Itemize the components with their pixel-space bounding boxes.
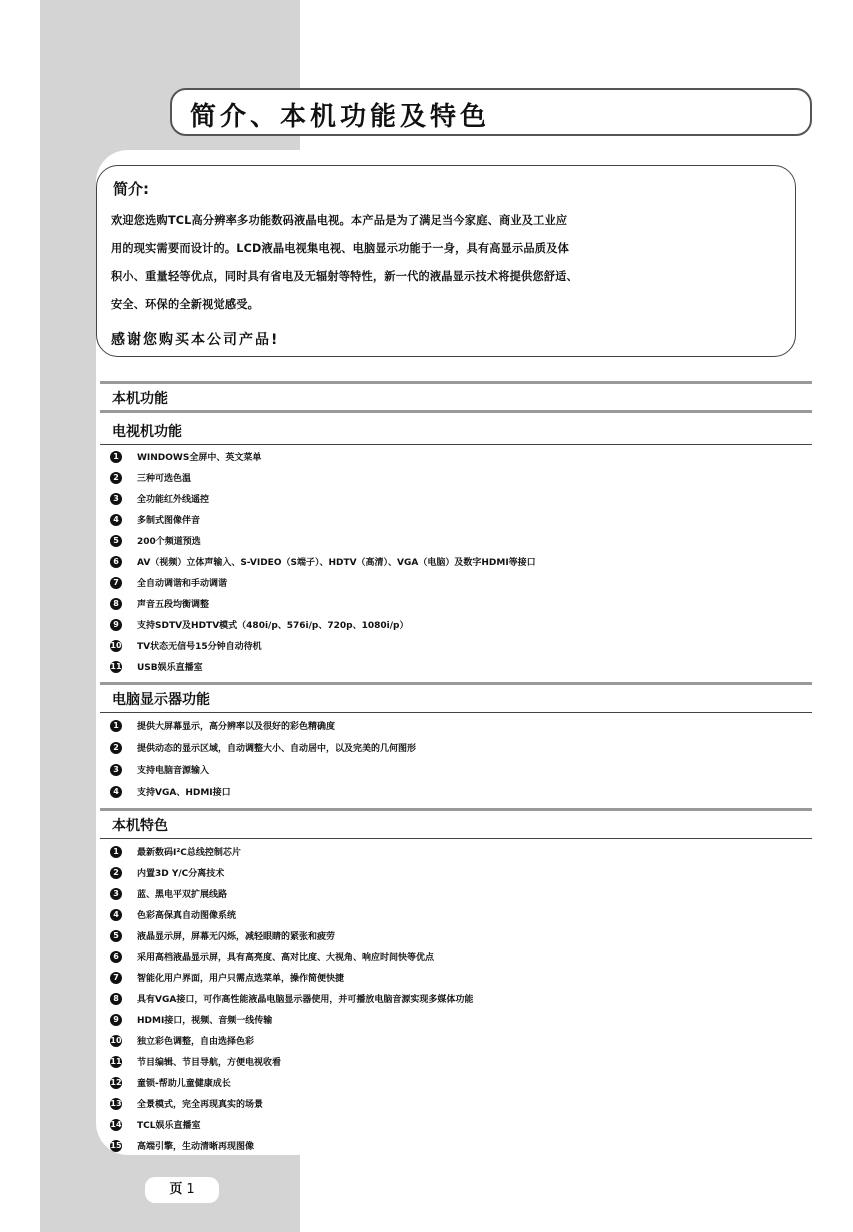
list-item: 10 TV状态无信号15分钟自动待机 <box>110 640 262 652</box>
list-item: 6 采用高档液晶显示屏，具有高亮度、高对比度、大视角、响应时间快等优点 <box>110 950 434 966</box>
bullet-number-icon: 4 <box>110 514 122 526</box>
bullet-number-icon: 5 <box>110 535 122 547</box>
divider <box>100 410 812 413</box>
bullet-number-icon: 14 <box>110 1119 122 1129</box>
bullet-number-icon: 8 <box>110 598 122 610</box>
divider <box>100 444 812 445</box>
divider <box>100 838 812 839</box>
bullet-number-icon: 7 <box>110 972 122 984</box>
bullet-number-icon: 11 <box>110 1056 122 1066</box>
list-item: 11 USB娱乐直播室 <box>110 661 203 673</box>
bullet-number-icon: 15 <box>110 1140 122 1150</box>
list-item: 8 具有VGA接口，可作高性能液晶电脑显示器使用，并可播放电脑音源实现多媒体功能 <box>110 992 473 1008</box>
bullet-number-icon: 5 <box>110 930 122 942</box>
title-box <box>170 88 812 136</box>
list-item: 11 节目编辑、节目导航，方便电视收看 <box>110 1056 282 1068</box>
list-item: 6 AV（视频）立体声输入、S-VIDEO（S端子）、HDTV（高清）、VGA（电脑）及数字HDMI等接口 <box>110 555 536 571</box>
bullet-number-icon: 3 <box>110 764 122 776</box>
list-item: 7 智能化用户界面，用户只需点选菜单，操作简便快捷 <box>110 971 344 987</box>
bullet-number-icon: 3 <box>110 493 122 505</box>
bullet-number-icon: 2 <box>110 867 122 879</box>
bullet-number-icon: 12 <box>110 1077 122 1087</box>
list-item: 13 全景模式，完全再现真实的场景 <box>110 1098 264 1110</box>
list-item: 4 支持VGA、HDMI接口 <box>110 785 231 801</box>
page-title: 简介、本机功能及特色 <box>190 102 491 132</box>
bullet-number-icon: 9 <box>110 1014 122 1026</box>
bullet-number-icon: 9 <box>110 619 122 631</box>
page-number-tab <box>145 1177 219 1203</box>
bullet-number-icon: 6 <box>110 951 122 963</box>
intro-line: 欢迎您选购TCL高分辨率多功能数码液晶电视。本产品是为了满足当今家庭、商业及工业应 <box>111 214 568 227</box>
list-item: 15 高端引擎，生动清晰再现图像 <box>110 1140 255 1152</box>
bullet-number-icon: 2 <box>110 472 122 484</box>
bullet-number-icon: 4 <box>110 786 122 798</box>
list-item: 3 蓝、黑电平双扩展线路 <box>110 887 227 903</box>
bullet-number-icon: 11 <box>110 661 122 671</box>
list-item: 7 全自动调谐和手动调谐 <box>110 576 227 592</box>
bullet-number-icon: 1 <box>110 720 122 732</box>
bullet-number-icon: 4 <box>110 909 122 921</box>
bullet-number-icon: 2 <box>110 742 122 754</box>
bullet-number-icon: 13 <box>110 1098 122 1108</box>
list-item: 1 WINDOWS全屏中、英文菜单 <box>110 450 261 466</box>
list-item: 8 声音五段均衡调整 <box>110 597 209 613</box>
list-item: 2 三种可选色温 <box>110 471 191 487</box>
page-number: 1 <box>186 1182 195 1197</box>
intro-box <box>96 165 796 357</box>
list-item: 12 童锁-帮助儿童健康成长 <box>110 1077 231 1089</box>
section-title-tv: 电视机功能 <box>112 424 182 440</box>
divider <box>100 712 812 713</box>
divider <box>100 381 812 384</box>
page-label: 页 <box>169 1182 183 1197</box>
intro-title: 简介: <box>113 180 149 198</box>
list-item: 5 液晶显示屏，屏幕无闪烁，减轻眼睛的紧张和疲劳 <box>110 929 335 945</box>
bullet-number-icon: 3 <box>110 888 122 900</box>
list-item: 2 提供动态的显示区域，自动调整大小、自动居中，以及完美的几何图形 <box>110 741 416 757</box>
bullet-number-icon: 1 <box>110 451 122 463</box>
list-item: 9 HDMI接口，视频、音频一线传输 <box>110 1013 272 1029</box>
thanks-text: 感谢您购买本公司产品! <box>111 332 280 348</box>
section-title-pc: 电脑显示器功能 <box>112 692 210 708</box>
bullet-number-icon: 10 <box>110 1035 122 1045</box>
divider <box>100 808 812 811</box>
list-item: 9 支持SDTV及HDTV模式（480i/p、576i/p、720p、1080i/p） <box>110 618 408 634</box>
intro-line: 安全、环保的全新视觉感受。 <box>111 298 260 311</box>
list-item: 10 独立彩色调整，自由选择色彩 <box>110 1035 255 1047</box>
list-item: 4 多制式图像伴音 <box>110 513 200 529</box>
list-item: 5 200个频道预选 <box>110 534 201 550</box>
bullet-number-icon: 6 <box>110 556 122 568</box>
list-item: 4 色彩高保真自动图像系统 <box>110 908 236 924</box>
section-title-features: 本机特色 <box>112 818 168 834</box>
list-item: 3 支持电脑音源输入 <box>110 763 209 779</box>
list-item: 14 TCL娱乐直播室 <box>110 1119 201 1131</box>
list-item: 3 全功能红外线遥控 <box>110 492 209 508</box>
bullet-number-icon: 1 <box>110 846 122 858</box>
bullet-number-icon: 7 <box>110 577 122 589</box>
list-item: 2 内置3D Y/C分离技术 <box>110 866 224 882</box>
list-item: 1 最新数码I²C总线控制芯片 <box>110 845 241 861</box>
intro-line: 积小、重量轻等优点，同时具有省电及无辐射等特性，新一代的液晶显示技术将提供您舒适、 <box>111 270 578 283</box>
divider <box>100 682 812 685</box>
intro-line: 用的现实需要而设计的。LCD液晶电视集电视、电脑显示功能于一身，具有高显示品质及体 <box>111 242 569 255</box>
bullet-number-icon: 8 <box>110 993 122 1005</box>
bullet-number-icon: 10 <box>110 640 122 650</box>
section-title-main: 本机功能 <box>112 391 168 407</box>
list-item: 1 提供大屏幕显示，高分辨率以及很好的彩色精确度 <box>110 719 335 735</box>
